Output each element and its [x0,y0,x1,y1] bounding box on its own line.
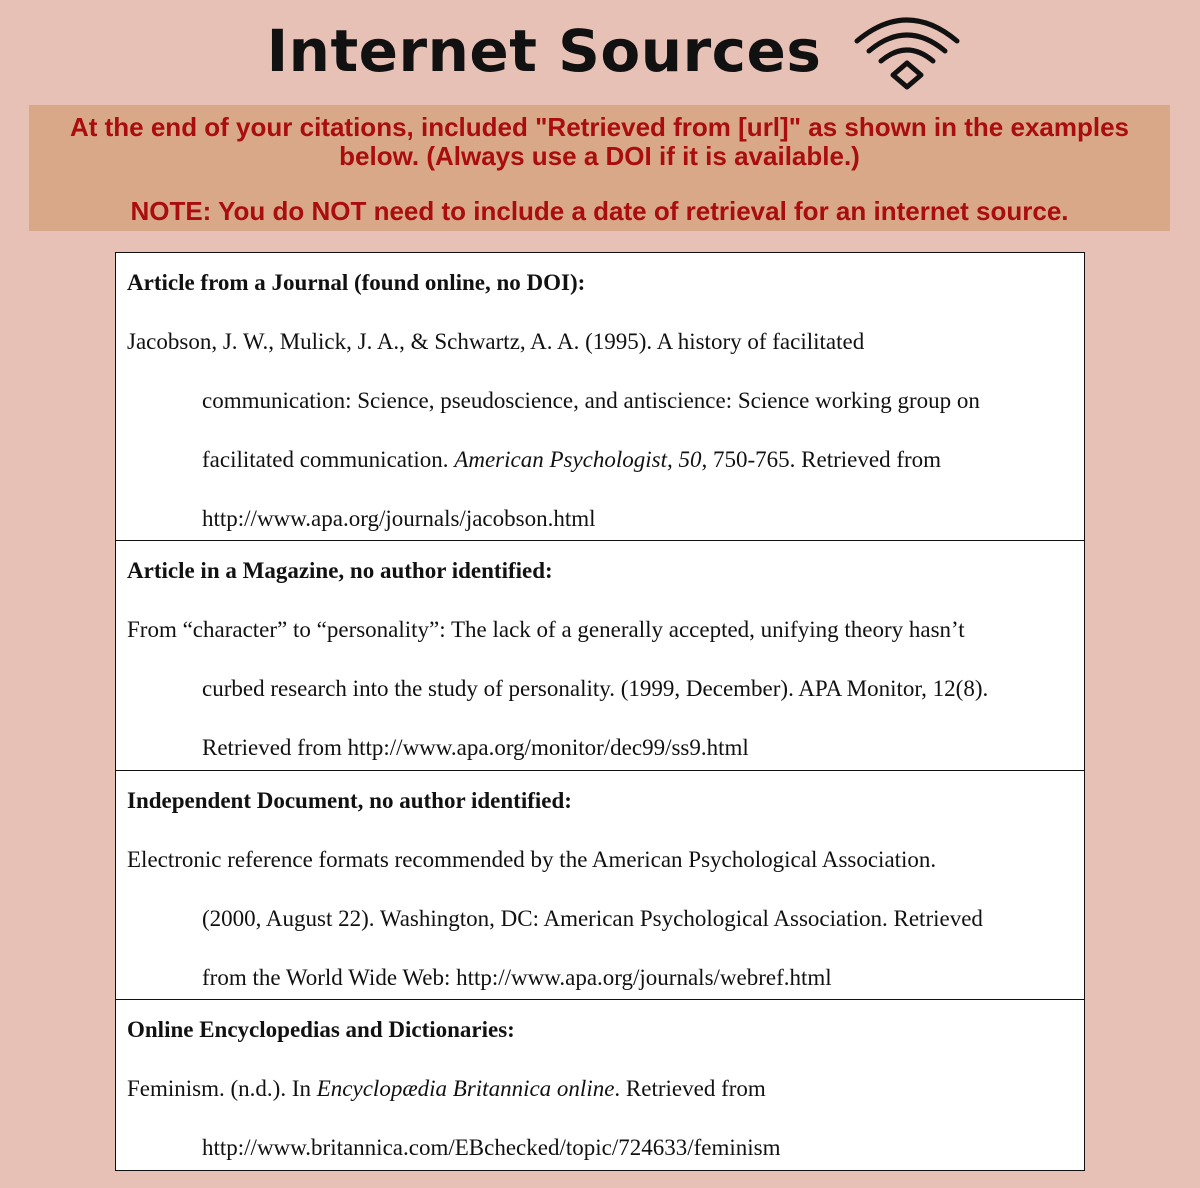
reference-line: communication: Science, pseudoscience, and antiscience: Science working group on [202,388,980,413]
reference-table [115,252,1085,1171]
reference-line: curbed research into the study of personality. (1999, December). APA Monitor, 12(8). [202,676,989,701]
title-row [0,10,1200,92]
reference-line: Jacobson, J. W., Mulick, J. A., & Schwartz, A. A. (1995). A history of facilitated [127,329,865,354]
reference-text: 750-765. Retrieved from [707,447,942,472]
reference-line: (2000, August 22). Washington, DC: American Psychological Association. Retrieved [202,906,983,931]
reference-line [127,430,1073,489]
instruction-banner [29,105,1170,231]
reference-text: . Retrieved from [614,1076,766,1101]
banner-note: NOTE: You do NOT need to include a date of retrieval for an internet source. [130,196,1069,226]
reference-url: http://www.britannica.com/EBchecked/topic/724633/feminism [202,1135,781,1160]
reference-text: Feminism. (n.d.). In [127,1076,317,1101]
section-heading: Online Encyclopedias and Dictionaries: [127,1017,515,1042]
section-heading: Independent Document, no author identified: [127,788,572,813]
reference-url: http://www.apa.org/journals/jacobson.html [202,506,596,531]
section-journal-article [116,253,1084,541]
banner-instruction: At the end of your citations, included "Retrieved from [url]" as shown in the examples below. (Always use a DOI if it is available.) [69,112,1130,171]
page-title: Internet Sources [266,17,822,85]
reference-text: facilitated communication. [202,447,455,472]
encyclopedia-title: Encyclopædia Britannica online [316,1076,615,1101]
journal-title: American Psychologist, 50, [454,447,708,472]
section-independent-document [116,771,1084,1000]
section-encyclopedia [116,1000,1084,1170]
reference-line: Retrieved from http://www.apa.org/monitor/dec99/ss9.html [202,735,749,760]
section-heading: Article in a Magazine, no author identified: [127,558,553,583]
reference-line: From “character” to “personality”: The lack of a generally accepted, unifying theory hasn’t [127,617,965,642]
reference-line: Electronic reference formats recommended by the American Psychological Association. [127,847,937,872]
reference-line: from the World Wide Web: http://www.apa.org/journals/webref.html [202,965,832,990]
reference-line [127,1059,1073,1118]
section-heading: Article from a Journal (found online, no DOI): [127,270,586,295]
wifi-icon [851,13,963,93]
section-magazine-article [116,541,1084,771]
